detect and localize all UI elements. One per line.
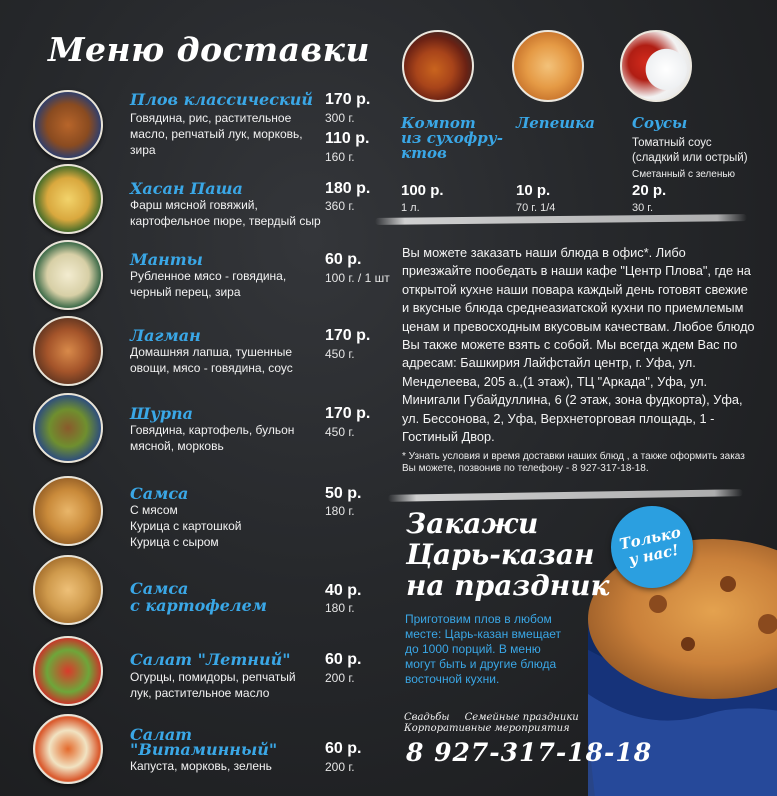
item-name: Самса bbox=[130, 484, 189, 503]
event-item: Семейные праздники bbox=[464, 712, 579, 723]
item-desc: Говядина, рис, растительное масло, репчатый лук, морковь, зира bbox=[130, 111, 303, 157]
plov-photo bbox=[33, 90, 103, 160]
top-item-price: 20 р. bbox=[632, 182, 667, 199]
item-price: 60 р. bbox=[325, 251, 362, 268]
item-price-small: 110 р. bbox=[325, 130, 370, 147]
salad-vitaminny-photo bbox=[33, 714, 103, 784]
top-item-price: 100 р. bbox=[401, 182, 444, 199]
top-item-weight: 70 г. 1/4 bbox=[516, 202, 556, 214]
item-price: 60 р. bbox=[325, 651, 362, 668]
item-price: 60 р. bbox=[325, 740, 362, 757]
item-price: 170 р. bbox=[325, 405, 371, 422]
chalk-divider bbox=[388, 489, 743, 502]
flatbread-photo bbox=[512, 30, 584, 102]
chalk-divider bbox=[375, 214, 747, 225]
events-list bbox=[404, 712, 664, 734]
item-weight: 300 г. bbox=[325, 111, 355, 125]
event-item: Свадьбы bbox=[404, 712, 450, 723]
item-weight: 100 г. / 1 шт bbox=[325, 271, 390, 285]
item-desc: Рубленное мясо - говядина, черный перец, зира bbox=[130, 269, 287, 299]
item-desc: Домашняя лапша, тушенные овощи, мясо - говядина, соус bbox=[130, 345, 293, 375]
top-item-weight: 30 г. bbox=[632, 202, 654, 214]
item-weight: 200 г. bbox=[325, 671, 355, 685]
top-item-desc: Томатный соус (сладкий или острый) bbox=[632, 137, 748, 164]
item-name: Шурпа bbox=[130, 404, 194, 423]
info-text: Вы можете заказать наши блюда в офис*. Либо приезжайте пообедать в наши кафе "Центр Плова", где на открытой кухне наши повара каждый день готовят свежие и вкусные блюда среднеазиатской кухни по приемлемым ценам и превосходным вкусовым качествам. Любое блюдо Вы также можете взять с собой. Мы всегда ждем Вас по адресам: Башкирия Лайфстайл центр, г. Уфа, ул. Менделеева, 205 а.,(1 этаж), ТЦ "Аркада", Уфа, ул. Минигали Губайдуллина, 6 (2 этаж, зона фудкорта), Уфа, ул. Бессонова, 2, Уфа, Верхнеторговая площадь, 1 - Гостиный Двор. bbox=[402, 245, 755, 445]
delivery-note: * Узнать условия и время доставки наших блюд , а также оформить заказ Вы можете, позвонив по телефону - 8 927-317-18-18. bbox=[402, 451, 745, 474]
salad-letniy-photo bbox=[33, 636, 103, 706]
top-item-price: 10 р. bbox=[516, 182, 551, 199]
top-item-desc-2: Сметанный с зеленью bbox=[632, 169, 736, 180]
samsa-potato-photo bbox=[33, 555, 103, 625]
item-weight: 450 г. bbox=[325, 425, 355, 439]
item-price: 40 р. bbox=[325, 582, 362, 599]
manty-photo bbox=[33, 240, 103, 310]
item-name: Самса с картофелем bbox=[130, 579, 268, 615]
item-desc: Огурцы, помидоры, репчатый лук, растительное масло bbox=[130, 670, 296, 700]
item-price: 50 р. bbox=[325, 485, 362, 502]
page-title: Меню доставки bbox=[48, 30, 370, 69]
exclusive-badge: Только у нас! bbox=[603, 498, 700, 595]
item-desc: С мясом Курица с картошкой Курица с сыром bbox=[130, 503, 242, 549]
item-weight: 450 г. bbox=[325, 347, 355, 361]
item-price: 170 р. bbox=[325, 327, 371, 344]
lagman-photo bbox=[33, 316, 103, 386]
item-name: Манты bbox=[130, 250, 203, 269]
item-weight: 180 г. bbox=[325, 504, 355, 518]
item-desc: Говядина, картофель, бульон мясной, морковь bbox=[130, 423, 295, 453]
item-desc: Капуста, морковь, зелень bbox=[130, 759, 272, 773]
compote-photo bbox=[402, 30, 474, 102]
phone-number[interactable]: 8 927-317-18-18 bbox=[406, 738, 653, 767]
hasan-pasha-photo bbox=[33, 164, 103, 234]
item-desc: Фарш мясной говяжий, картофельное пюре, твердый сыр bbox=[130, 198, 321, 228]
promo-title: Закажи Царь-казан на праздник bbox=[406, 507, 610, 602]
samsa-photo bbox=[33, 476, 103, 546]
item-name: Салат "Витаминный" bbox=[130, 725, 278, 759]
top-item-name: Лепешка bbox=[516, 114, 595, 132]
item-price: 170 р. bbox=[325, 91, 371, 108]
event-item: Корпоративные мероприятия bbox=[404, 723, 570, 734]
item-price: 180 р. bbox=[325, 180, 371, 197]
shurpa-photo bbox=[33, 393, 103, 463]
item-name: Плов классический bbox=[130, 90, 314, 109]
promo-text: Приготовим плов в любом месте: Царь-казан вмещает до 1000 порций. В меню могут быть и другие блюда восточной кухни. bbox=[405, 612, 562, 686]
item-weight: 360 г. bbox=[325, 199, 355, 213]
top-item-name: Соусы bbox=[632, 114, 688, 132]
top-item-weight: 1 л. bbox=[401, 202, 420, 214]
item-name: Хасан Паша bbox=[130, 179, 243, 198]
item-name: Салат "Летний" bbox=[130, 650, 291, 669]
item-weight: 200 г. bbox=[325, 760, 355, 774]
sauces-photo bbox=[620, 30, 692, 102]
top-item-name: Компот из сухофру- ктов bbox=[401, 114, 503, 162]
item-weight: 180 г. bbox=[325, 601, 355, 615]
item-weight-small: 160 г. bbox=[325, 150, 355, 164]
item-name: Лагман bbox=[130, 326, 201, 345]
